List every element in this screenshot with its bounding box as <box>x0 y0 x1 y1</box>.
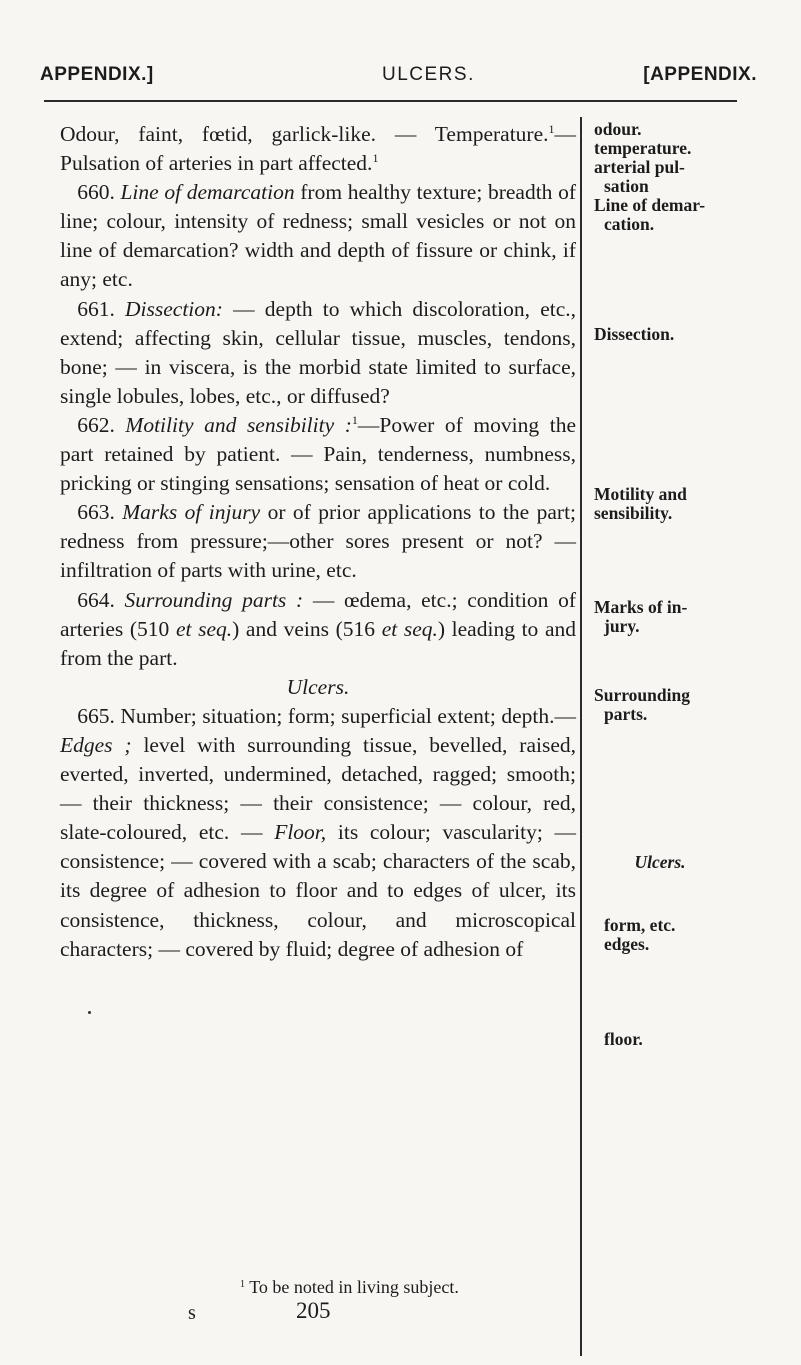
term-line-of-demarcation: Line of demarcation <box>120 180 295 205</box>
signature-mark: s <box>188 1302 196 1324</box>
term-surrounding-parts: Surrounding parts : <box>124 587 304 612</box>
term-dissection: Dissection: <box>125 296 223 321</box>
paragraph-660: 660. Line of demarcation from healthy texture; breadth of line; colour, intensity of redness; small vesicles or not on line of demarcation? width and depth of fissure or chink, if any; etc. <box>60 180 577 292</box>
main-text <box>60 120 576 964</box>
margin-note-form: form, etc. edges. <box>604 915 676 954</box>
margin-note-dissection: Dissection. <box>594 324 675 344</box>
paragraph-661: 661. Dissection: — depth to which discoloration, etc., extend; affecting skin, cellular tissue, muscles, tendons, bone; — in viscera, is the morbid state limited to surface, single lobules, lobes, etc., or diffused? <box>60 296 577 408</box>
margin-note-odour: odour. temperature. arterial pul- sation Line of demar- cation. <box>594 119 706 234</box>
paragraph-664: 664. Surrounding parts : — œdema, etc.; condition of arteries (510 et seq.) and veins (516 et seq.) leading to and from the part. <box>60 587 577 670</box>
paragraph-odour: Odour, faint, fœtid, garlick-like. — Temperature.$^1$— Pulsation of arteries in part affected.$^1$ <box>60 122 576 176</box>
page-number: 205 <box>296 1298 331 1323</box>
footnote: $^1$ To be noted in living subject. <box>240 1277 459 1297</box>
paragraph-663: 663. Marks of injury or of prior applications to the part; redness from pressure;—other sores present or not? — infiltration of parts with urine, etc. <box>60 500 577 583</box>
margin-note-motility: Motility and sensibility. <box>594 484 687 523</box>
margin-note-marks: Marks of in- jury. <box>594 597 688 636</box>
header-center: ULCERS. <box>382 64 475 85</box>
term-motility: Motility and sensibility : <box>125 412 352 437</box>
ink-speck <box>88 1011 91 1014</box>
term-floor: Floor, <box>274 820 327 845</box>
running-header <box>40 64 761 94</box>
header-right: [APPENDIX. <box>643 64 757 85</box>
section-heading-ulcers: Ulcers. <box>286 674 350 699</box>
paragraph-665: 665. Number; situation; form; superficial extent; depth.—Edges ; level with surrounding tissue, bevelled, raised, everted, inverted, undermined, detached, ragged; smooth; — their thickness; — their consistence; — colour, red, slate-coloured, etc. — Floor, its colour; vascularity; — consistence; — covered with a scab; characters of the scab, its degree of adhesion to floor and to edges of ulcer, its consistence, thickness, colour, and microscopical characters; — covered by fluid; degree of adhesion of <box>60 703 576 961</box>
margin-note-floor: floor. <box>604 1029 643 1049</box>
term-edges: Edges ; <box>60 732 132 757</box>
header-left: APPENDIX.] <box>40 64 154 85</box>
margin-heading-ulcers: Ulcers. <box>634 852 686 872</box>
margin-rule <box>580 117 582 1356</box>
paragraph-662: 662. Motility and sensibility :$^1$—Power of moving the part retained by patient. — Pain, tenderness, numbness, pricking or stinging sensations; sensation of heat or cold. <box>60 412 577 496</box>
term-marks-of-injury: Marks of injury <box>122 500 261 525</box>
margin-note-surrounding: Surrounding parts. <box>594 685 690 724</box>
header-rule <box>44 100 737 102</box>
